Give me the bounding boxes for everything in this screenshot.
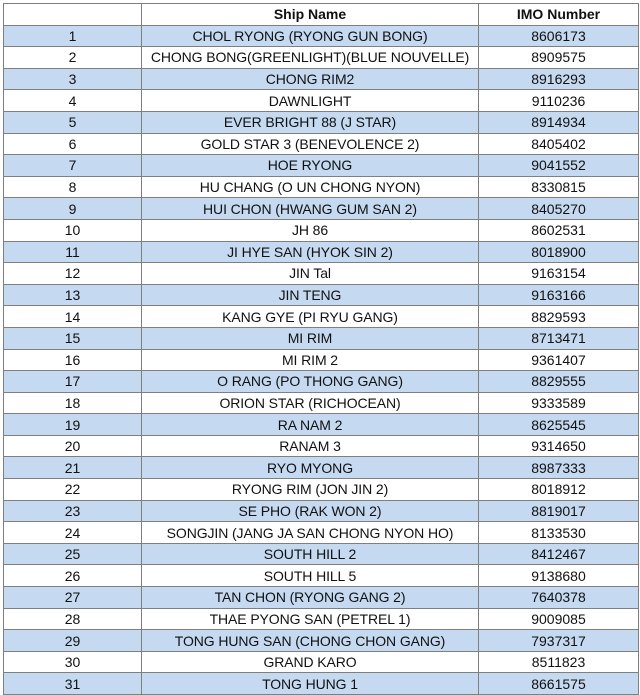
table-row [4, 630, 639, 652]
imo-number-cell: 8713471 [479, 327, 639, 349]
imo-number-cell: 8405402 [479, 133, 639, 155]
row-number-cell: 26 [4, 565, 142, 587]
imo-number-cell: 8330815 [479, 176, 639, 198]
table-row [4, 673, 639, 695]
row-number-cell: 6 [4, 133, 142, 155]
imo-number-cell: 7640378 [479, 587, 639, 609]
imo-number-cell: 9333589 [479, 392, 639, 414]
row-number-cell: 31 [4, 673, 142, 695]
row-number-cell: 4 [4, 90, 142, 112]
imo-number-cell: 9314650 [479, 435, 639, 457]
row-number-cell: 11 [4, 241, 142, 263]
imo-number-cell: 9163154 [479, 263, 639, 285]
row-number-cell: 12 [4, 263, 142, 285]
row-number-cell: 13 [4, 284, 142, 306]
table-body [4, 25, 639, 694]
row-number-cell: 9 [4, 198, 142, 220]
table-row [4, 414, 639, 436]
ship-name-cell: ORION STAR (RICHOCEAN) [142, 392, 479, 414]
row-number-cell: 24 [4, 522, 142, 544]
row-number-cell: 28 [4, 608, 142, 630]
table-row [4, 133, 639, 155]
table-row [4, 651, 639, 673]
row-number-cell: 3 [4, 68, 142, 90]
table-row [4, 176, 639, 198]
ship-name-cell: RYONG RIM (JON JIN 2) [142, 479, 479, 501]
header-ship-name: Ship Name [142, 4, 479, 26]
table-row [4, 90, 639, 112]
row-number-cell: 2 [4, 47, 142, 69]
imo-number-cell: 8606173 [479, 25, 639, 47]
header-index [4, 4, 142, 26]
row-number-cell: 7 [4, 155, 142, 177]
table-row [4, 522, 639, 544]
imo-number-cell: 9361407 [479, 349, 639, 371]
ship-name-cell: O RANG (PO THONG GANG) [142, 371, 479, 393]
table-row [4, 155, 639, 177]
ship-name-cell: RA NAM 2 [142, 414, 479, 436]
ships-table [3, 3, 639, 695]
imo-number-cell: 8819017 [479, 500, 639, 522]
table-row [4, 371, 639, 393]
imo-number-cell: 7937317 [479, 630, 639, 652]
row-number-cell: 22 [4, 479, 142, 501]
row-number-cell: 14 [4, 306, 142, 328]
row-number-cell: 21 [4, 457, 142, 479]
imo-number-cell: 8916293 [479, 68, 639, 90]
ship-name-cell: JIN Tal [142, 263, 479, 285]
ship-name-cell: CHONG RIM2 [142, 68, 479, 90]
ship-name-cell: HOE RYONG [142, 155, 479, 177]
imo-number-cell: 8018900 [479, 241, 639, 263]
table-row [4, 608, 639, 630]
table-row [4, 219, 639, 241]
table-row [4, 198, 639, 220]
imo-number-cell: 9009085 [479, 608, 639, 630]
imo-number-cell: 8018912 [479, 479, 639, 501]
row-number-cell: 10 [4, 219, 142, 241]
ship-name-cell: JI HYE SAN (HYOK SIN 2) [142, 241, 479, 263]
imo-number-cell: 9138680 [479, 565, 639, 587]
ship-name-cell: TAN CHON (RYONG GANG 2) [142, 587, 479, 609]
row-number-cell: 25 [4, 543, 142, 565]
table-row [4, 241, 639, 263]
table-row [4, 306, 639, 328]
row-number-cell: 15 [4, 327, 142, 349]
table-row [4, 349, 639, 371]
ship-name-cell: HUI CHON (HWANG GUM SAN 2) [142, 198, 479, 220]
imo-number-cell: 9041552 [479, 155, 639, 177]
ship-name-cell: SE PHO (RAK WON 2) [142, 500, 479, 522]
table-row [4, 457, 639, 479]
ship-name-cell: JIN TENG [142, 284, 479, 306]
table-row [4, 392, 639, 414]
ship-name-cell: JH 86 [142, 219, 479, 241]
table-row [4, 68, 639, 90]
row-number-cell: 27 [4, 587, 142, 609]
table-row [4, 565, 639, 587]
ship-name-cell: RYO MYONG [142, 457, 479, 479]
ship-name-cell: HU CHANG (O UN CHONG NYON) [142, 176, 479, 198]
table-row [4, 587, 639, 609]
row-number-cell: 19 [4, 414, 142, 436]
ship-name-cell: GOLD STAR 3 (BENEVOLENCE 2) [142, 133, 479, 155]
row-number-cell: 1 [4, 25, 142, 47]
ship-name-cell: SONGJIN (JANG JA SAN CHONG NYON HO) [142, 522, 479, 544]
row-number-cell: 29 [4, 630, 142, 652]
imo-number-cell: 8412467 [479, 543, 639, 565]
table-row [4, 500, 639, 522]
imo-number-cell: 9163166 [479, 284, 639, 306]
ship-name-cell: TONG HUNG 1 [142, 673, 479, 695]
table-row [4, 543, 639, 565]
imo-number-cell: 9110236 [479, 90, 639, 112]
row-number-cell: 30 [4, 651, 142, 673]
table-row [4, 479, 639, 501]
ship-name-cell: EVER BRIGHT 88 (J STAR) [142, 111, 479, 133]
imo-number-cell: 8405270 [479, 198, 639, 220]
row-number-cell: 23 [4, 500, 142, 522]
table-row [4, 47, 639, 69]
table-row [4, 263, 639, 285]
ship-name-cell: SOUTH HILL 5 [142, 565, 479, 587]
imo-number-cell: 8914934 [479, 111, 639, 133]
row-number-cell: 18 [4, 392, 142, 414]
row-number-cell: 17 [4, 371, 142, 393]
row-number-cell: 20 [4, 435, 142, 457]
imo-number-cell: 8829593 [479, 306, 639, 328]
ship-name-cell: RANAM 3 [142, 435, 479, 457]
ship-name-cell: CHONG BONG(GREENLIGHT)(BLUE NOUVELLE) [142, 47, 479, 69]
ship-name-cell: THAE PYONG SAN (PETREL 1) [142, 608, 479, 630]
table-row [4, 25, 639, 47]
ship-name-cell: MI RIM [142, 327, 479, 349]
ship-name-cell: DAWNLIGHT [142, 90, 479, 112]
imo-number-cell: 8133530 [479, 522, 639, 544]
row-number-cell: 5 [4, 111, 142, 133]
ship-name-cell: SOUTH HILL 2 [142, 543, 479, 565]
ship-name-cell: KANG GYE (PI RYU GANG) [142, 306, 479, 328]
table-row [4, 435, 639, 457]
row-number-cell: 16 [4, 349, 142, 371]
ship-name-cell: GRAND KARO [142, 651, 479, 673]
table-row [4, 327, 639, 349]
imo-number-cell: 8661575 [479, 673, 639, 695]
table-row [4, 284, 639, 306]
ship-name-cell: MI RIM 2 [142, 349, 479, 371]
header-row [4, 4, 639, 26]
imo-number-cell: 8511823 [479, 651, 639, 673]
row-number-cell: 8 [4, 176, 142, 198]
ship-name-cell: CHOL RYONG (RYONG GUN BONG) [142, 25, 479, 47]
imo-number-cell: 8987333 [479, 457, 639, 479]
ship-name-cell: TONG HUNG SAN (CHONG CHON GANG) [142, 630, 479, 652]
header-imo-number: IMO Number [479, 4, 639, 26]
table-row [4, 111, 639, 133]
imo-number-cell: 8829555 [479, 371, 639, 393]
imo-number-cell: 8909575 [479, 47, 639, 69]
imo-number-cell: 8602531 [479, 219, 639, 241]
imo-number-cell: 8625545 [479, 414, 639, 436]
